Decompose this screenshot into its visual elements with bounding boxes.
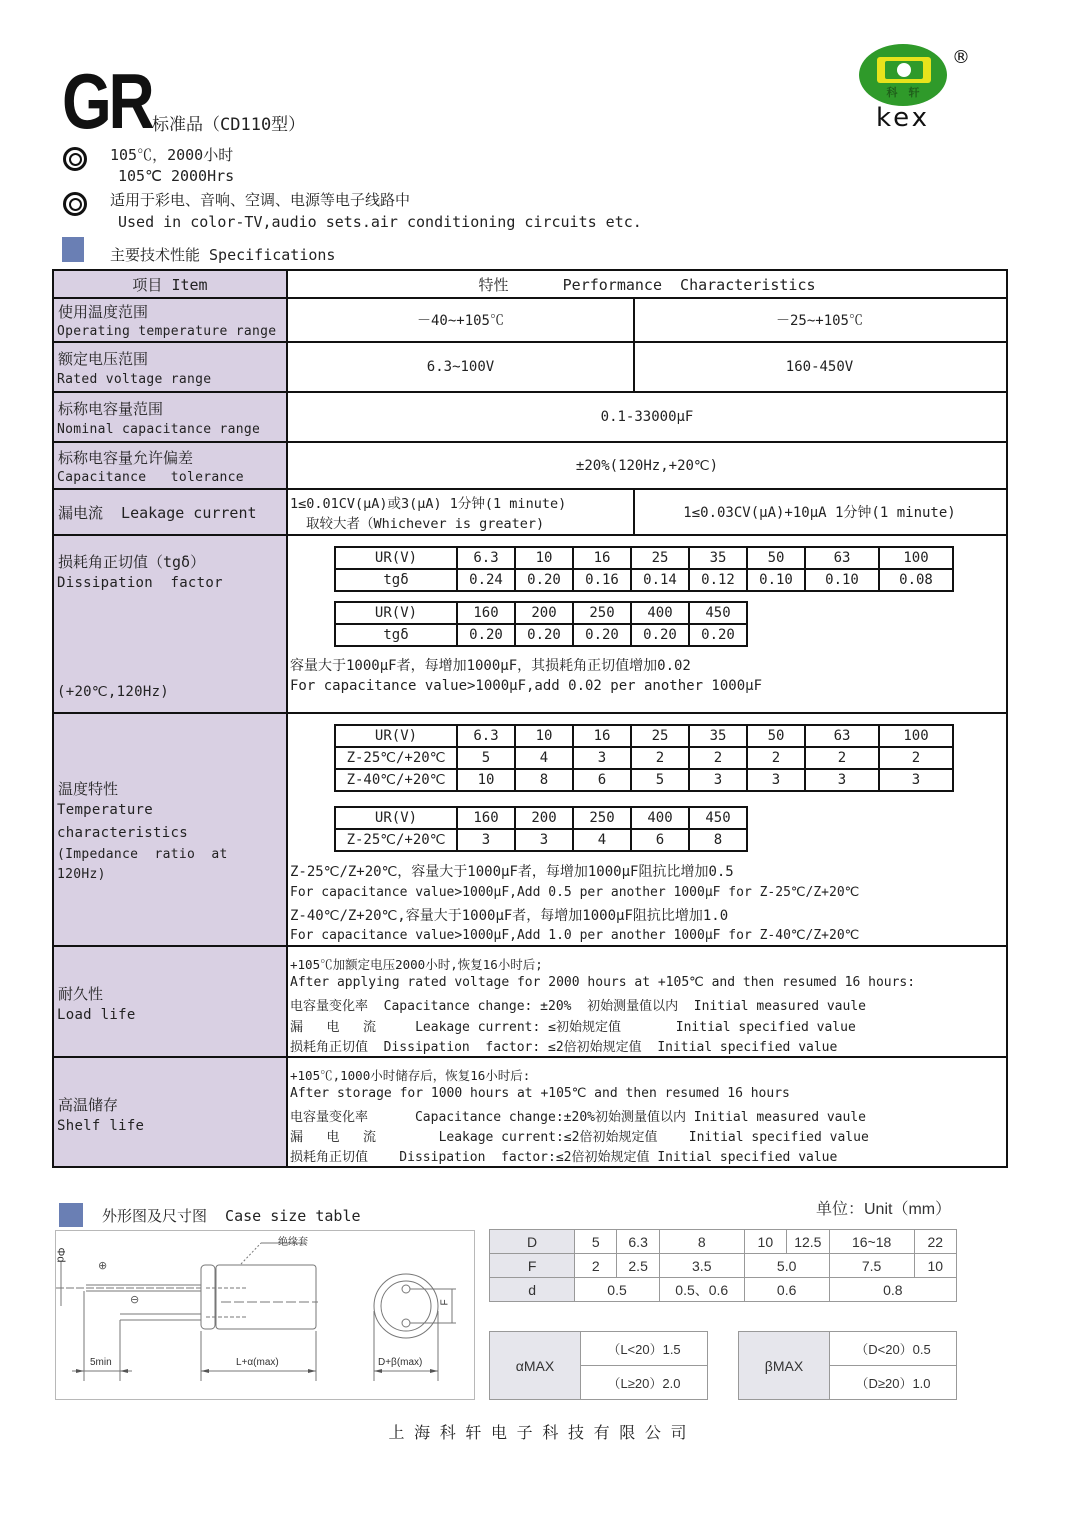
leakage-formula-right: 1≤0.03CV(μA)+10μA 1分钟(1 minute)	[683, 505, 956, 521]
table-cell: 25	[631, 547, 689, 569]
table-cell: （L≥20）2.0	[581, 1366, 708, 1400]
table-cell: 400	[631, 807, 689, 829]
table-cell: 0.20	[457, 624, 515, 646]
application-en: Used in color-TV,audio sets.air conditioning circuits etc.	[118, 213, 642, 231]
table-row	[335, 547, 953, 569]
sleeve-label: 绝缘套	[278, 1237, 308, 1248]
table-cell: 160	[457, 807, 515, 829]
table-cell: 35	[689, 725, 747, 747]
logo-text: kex	[875, 103, 931, 133]
impedance-note1-en: For capacitance value>1000μF,Add 0.5 per another 1000μF for Z-25℃/Z+20℃	[290, 885, 860, 900]
table-cell: 0.10	[747, 569, 805, 591]
table-cell: 0.10	[805, 569, 879, 591]
z40-header: Z-40℃/+20℃	[335, 769, 457, 791]
impedance-note2-cn: Z-40℃/Z+20℃,容量大于1000μF者，每增加1000μF阻抗比增加1.0	[290, 908, 729, 924]
dissipation-table-high-voltage	[334, 601, 748, 647]
shelf-life-line: +105℃,1000小时储存后，恢复16小时后:	[290, 1068, 531, 1083]
series-title: GR	[62, 57, 152, 145]
table-cell: 3	[805, 769, 879, 791]
table-cell: （D≥20）1.0	[830, 1366, 957, 1400]
dissipation-note-en: For capacitance value>1000μF,add 0.02 per another 1000μF	[290, 678, 763, 694]
logo-graphic	[855, 40, 975, 135]
impedance-table-high-voltage	[334, 806, 748, 852]
table-cell: 5	[575, 1230, 617, 1254]
dissipation-note-cn: 容量大于1000μF者，每增加1000μF，其损耗角正切值增加0.02	[290, 658, 691, 674]
label: 漏电流 Leakage current	[58, 503, 257, 522]
case-drawing	[55, 1230, 475, 1400]
table-cell: 0.6	[744, 1278, 829, 1302]
z25-header: Z-25℃/+20℃	[335, 829, 457, 851]
impedance-note1-cn: Z-25℃/Z+20℃，容量大于1000μF者，每增加1000μF阻抗比增加0.5	[290, 864, 734, 880]
impedance-table-low-voltage	[334, 724, 954, 792]
table-cell: 400	[631, 602, 689, 624]
tg-header: tgδ	[335, 569, 457, 591]
table-cell: 5	[457, 747, 515, 769]
label-en: Capacitance tolerance	[57, 470, 244, 485]
table-cell: 10	[515, 547, 573, 569]
dissipation-table-low-voltage	[334, 546, 954, 592]
table-cell: 3	[515, 829, 573, 851]
ur-header: UR(V)	[335, 725, 457, 747]
label-en: 120Hz)	[57, 867, 106, 882]
table-cell: 50	[747, 725, 805, 747]
load-life-line: 漏 电 流 Leakage current: ≤初始规定值 Initial specified value	[290, 1020, 856, 1035]
label-cn: 额定电压范围	[58, 350, 149, 368]
shelf-life-line: After storage for 1000 hours at +105℃ and then resumed 16 hours	[290, 1086, 790, 1101]
spec-row-dissipation-factor	[54, 536, 1006, 714]
ur-header: UR(V)	[335, 547, 457, 569]
spec-header-row	[54, 271, 1006, 299]
table-cell: 0.16	[573, 569, 631, 591]
section-marker-icon	[62, 237, 84, 262]
label-cn: 损耗角正切值（tgδ）	[58, 553, 206, 571]
label-cn: 标称电容量范围	[58, 400, 164, 418]
table-cell: 50	[747, 547, 805, 569]
label-en: Shelf life	[57, 1118, 145, 1134]
table-cell: 7.5	[829, 1254, 914, 1278]
table-cell: 0.08	[879, 569, 953, 591]
row-header: F	[490, 1254, 575, 1278]
application-cn: 适用于彩电、音响、空调、电源等电子线路中	[110, 191, 411, 209]
label-en: (Impedance ratio at	[57, 847, 228, 862]
table-cell: 5.0	[744, 1254, 829, 1278]
table-cell: 5	[631, 769, 689, 791]
kex-logo	[855, 40, 975, 135]
table-cell: 16	[573, 725, 631, 747]
table-cell: 10	[744, 1230, 786, 1254]
table-row	[335, 829, 747, 851]
table-cell: 0.5	[575, 1278, 660, 1302]
label-en: Dissipation factor	[57, 575, 223, 591]
ur-header: UR(V)	[335, 807, 457, 829]
bullet-icon	[63, 147, 87, 171]
label-cn: 标称电容量允许偏差	[58, 449, 194, 467]
table-cell: 63	[805, 547, 879, 569]
table-cell: 3	[573, 747, 631, 769]
negative-icon: ⊖	[130, 1294, 140, 1306]
label-cn: 高温储存	[58, 1096, 119, 1114]
table-cell: 10	[914, 1254, 956, 1278]
table-cell: 160	[457, 602, 515, 624]
pitch-label: F	[439, 1299, 451, 1306]
unit-label: 单位：Unit（mm）	[816, 1201, 952, 1218]
load-life-line: 电容量变化率 Capacitance change: ±20% 初始测量值以内 Initial measured vaule	[290, 999, 866, 1014]
table-cell: 6.3	[457, 725, 515, 747]
table-cell: （D<20）0.5	[830, 1332, 957, 1366]
shelf-life-line: 漏 电 流 Leakage current:≤2倍初始规定值 Initial specified value	[290, 1130, 869, 1145]
body-diameter-label: D+β(max)	[378, 1357, 423, 1368]
table-cell: 8	[515, 769, 573, 791]
table-row	[739, 1332, 957, 1366]
table-cell: 200	[515, 807, 573, 829]
spec-heading: 主要技术性能 Specifications	[110, 246, 336, 264]
rating-cn: 105℃，2000小时	[110, 146, 234, 164]
value-right: －25~+105℃	[775, 313, 863, 329]
table-cell: （L<20）1.5	[581, 1332, 708, 1366]
label-en: Rated voltage range	[57, 372, 212, 387]
ur-header: UR(V)	[335, 602, 457, 624]
table-cell: 3	[879, 769, 953, 791]
z25-header: Z-25℃/+20℃	[335, 747, 457, 769]
registered-icon: ®	[952, 47, 970, 68]
logo-cn: 科 轩	[886, 86, 920, 99]
table-cell: 2	[879, 747, 953, 769]
table-cell: 2.5	[617, 1254, 659, 1278]
table-cell: 2	[805, 747, 879, 769]
alpha-label: αMAX	[490, 1332, 581, 1400]
performance-header: 特性 Performance Characteristics	[478, 275, 816, 294]
leakage-formula-left: 1≤0.01CV(μA)或3(μA) 1分钟(1 minute)	[290, 496, 567, 512]
table-cell: 8	[689, 829, 747, 851]
table-cell: 16	[573, 547, 631, 569]
table-cell: 450	[689, 807, 747, 829]
spec-row-load-life	[54, 947, 1006, 1058]
table-row	[490, 1230, 957, 1254]
table-cell: 10	[457, 769, 515, 791]
table-row	[490, 1278, 957, 1302]
value: ±20%(120Hz,+20℃)	[575, 457, 719, 474]
rating-en: 105℃ 2000Hrs	[118, 167, 235, 185]
spec-row-temperature-characteristics	[54, 714, 1006, 947]
table-cell: 3	[457, 829, 515, 851]
section-marker-icon	[59, 1203, 83, 1227]
table-row	[335, 769, 953, 791]
row-header: d	[490, 1278, 575, 1302]
table-cell: 22	[914, 1230, 956, 1254]
alpha-max-table	[489, 1331, 708, 1400]
table-row	[490, 1254, 957, 1278]
table-cell: 0.20	[515, 624, 573, 646]
load-life-line: 损耗角正切值 Dissipation factor: ≤2倍初始规定值 Initial specified value	[290, 1040, 838, 1055]
spec-row-operating-temp	[54, 299, 1006, 343]
value-left: 6.3~100V	[288, 343, 635, 391]
spec-row-leakage-current	[54, 490, 1006, 536]
label-cn: 温度特性	[58, 780, 119, 798]
tg-header: tgδ	[335, 624, 457, 646]
spec-table	[52, 269, 1008, 1168]
series-subtitle: 标准品（CD110型）	[152, 115, 306, 135]
label-condition: (+20℃,120Hz)	[57, 684, 170, 700]
table-cell: 0.20	[631, 624, 689, 646]
spec-row-rated-voltage	[54, 343, 1006, 393]
table-cell: 6.3	[617, 1230, 659, 1254]
spec-row-nominal-capacitance	[54, 393, 1006, 443]
table-cell: 16~18	[829, 1230, 914, 1254]
company-name: 上 海 科 轩 电 子 科 技 有 限 公 司	[388, 1423, 687, 1442]
table-row	[335, 602, 747, 624]
table-cell: 2	[689, 747, 747, 769]
table-cell: 8	[659, 1230, 744, 1254]
label-en: characteristics	[57, 825, 188, 841]
table-cell: 4	[573, 829, 631, 851]
shelf-life-line: 损耗角正切值 Dissipation factor:≤2倍初始规定值 Initial specified value	[290, 1150, 838, 1165]
table-row	[335, 569, 953, 591]
table-cell: 0.8	[829, 1278, 956, 1302]
table-cell: 0.24	[457, 569, 515, 591]
leakage-note-left: 取较大者（Whichever is greater)	[306, 516, 545, 532]
dimension-table	[489, 1229, 957, 1302]
table-cell: 3.5	[659, 1254, 744, 1278]
lead-length-label: 5min	[90, 1357, 112, 1368]
label-en: Nominal capacitance range	[57, 422, 261, 437]
table-cell: 0.5、0.6	[659, 1278, 744, 1302]
label-en: Load life	[57, 1007, 136, 1023]
value-right: 160-450V	[785, 359, 854, 375]
table-cell: 10	[515, 725, 573, 747]
table-row	[490, 1332, 708, 1366]
item-header: 项目 Item	[54, 271, 288, 297]
table-cell: 0.20	[515, 569, 573, 591]
table-row	[335, 624, 747, 646]
table-cell: 450	[689, 602, 747, 624]
load-life-line: +105℃加额定电压2000小时,恢复16小时后;	[290, 957, 543, 972]
lead-diameter-label: Φd	[54, 1247, 67, 1263]
table-cell: 0.12	[689, 569, 747, 591]
table-cell: 12.5	[787, 1230, 830, 1254]
table-cell: 100	[879, 547, 953, 569]
spec-row-shelf-life	[54, 1058, 1006, 1166]
table-cell: 2	[575, 1254, 617, 1278]
table-cell: 250	[573, 807, 631, 829]
table-cell: 35	[689, 547, 747, 569]
table-cell: 100	[879, 725, 953, 747]
shelf-life-line: 电容量变化率 Capacitance change:±20%初始测量值以内 Initial measured vaule	[290, 1110, 866, 1125]
body-length-label: L+α(max)	[236, 1357, 279, 1368]
table-cell: 63	[805, 725, 879, 747]
table-cell: 2	[747, 747, 805, 769]
label-en: Operating temperature range	[57, 324, 277, 339]
table-cell: 6	[631, 829, 689, 851]
table-cell: 200	[515, 602, 573, 624]
label-cn: 耐久性	[58, 985, 104, 1003]
table-cell: 0.14	[631, 569, 689, 591]
value-left: －40~+105℃	[288, 299, 635, 341]
label-en: Temperature	[57, 802, 154, 818]
table-cell: 2	[631, 747, 689, 769]
spec-row-capacitance-tolerance	[54, 443, 1006, 490]
table-cell: 0.20	[689, 624, 747, 646]
load-life-line: After applying rated voltage for 2000 hours at +105℃ and then resumed 16 hours:	[290, 975, 916, 990]
table-cell: 3	[747, 769, 805, 791]
table-row	[335, 807, 747, 829]
table-cell: 25	[631, 725, 689, 747]
table-cell: 6.3	[457, 547, 515, 569]
beta-label: βMAX	[739, 1332, 830, 1400]
bullet-icon	[63, 192, 87, 216]
row-header: D	[490, 1230, 575, 1254]
table-cell: 3	[689, 769, 747, 791]
impedance-note2-en: For capacitance value>1000μF,Add 1.0 per another 1000μF for Z-40℃/Z+20℃	[290, 928, 860, 943]
capacitor-outline-diagram	[56, 1231, 474, 1399]
beta-max-table	[738, 1331, 957, 1400]
value: 0.1-33000μF	[600, 409, 694, 425]
table-cell: 250	[573, 602, 631, 624]
table-cell: 4	[515, 747, 573, 769]
table-cell: 6	[573, 769, 631, 791]
table-row	[335, 747, 953, 769]
table-cell: 0.20	[573, 624, 631, 646]
case-heading: 外形图及尺寸图 Case size table	[102, 1207, 361, 1225]
label-cn: 使用温度范围	[58, 303, 149, 321]
positive-icon: ⊕	[98, 1260, 108, 1272]
table-row	[335, 725, 953, 747]
